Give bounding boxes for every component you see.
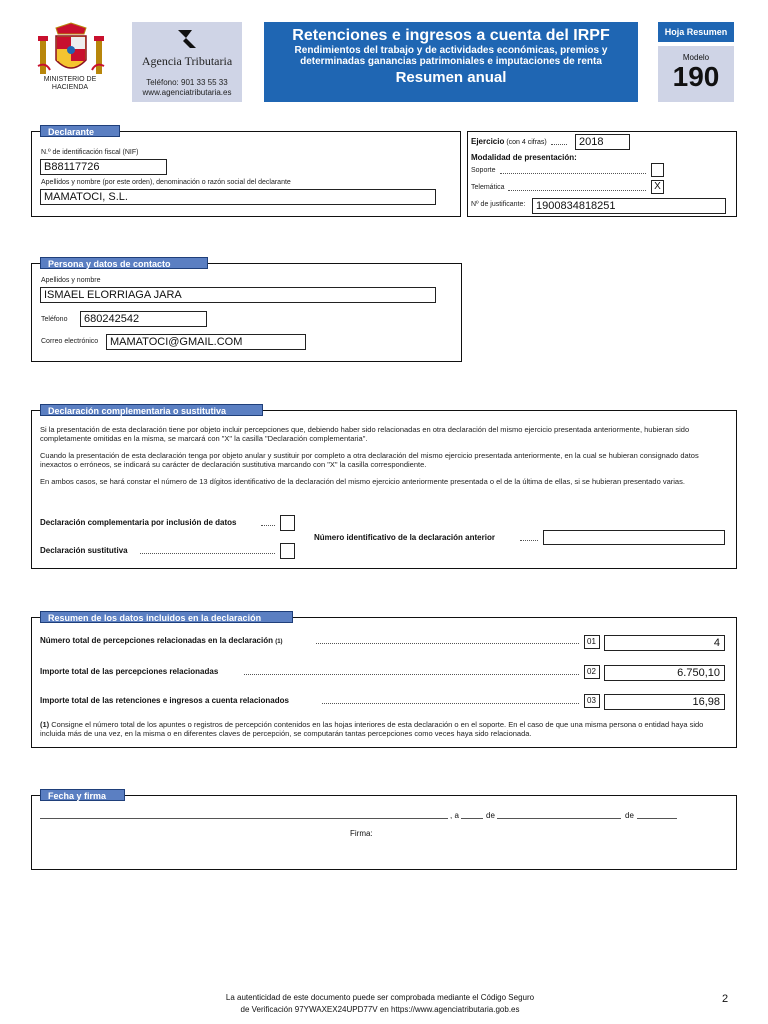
contacto-name-label: Apellidos y nombre	[41, 277, 101, 284]
declarante-name-label: Apellidos y nombre (por este orden), denominación o razón social del declarante	[41, 179, 291, 186]
ministry-label: MINISTERIO DE HACIENDA	[43, 76, 97, 91]
day-line[interactable]	[461, 818, 483, 819]
nif-field[interactable]: B88117726	[40, 159, 167, 175]
telematica-dots	[508, 190, 646, 191]
coat-of-arms-icon	[36, 22, 106, 82]
firma-a: , a	[450, 811, 459, 820]
resumen-row-1-code: 01	[584, 635, 600, 649]
footnote-mark: (1)	[40, 720, 50, 729]
firma-section	[31, 795, 737, 870]
title-banner	[264, 22, 638, 102]
ejercicio-note: (con 4 cifras)	[506, 139, 547, 146]
resumen-row-1-label-wrap	[40, 636, 283, 645]
soporte-label: Soporte	[471, 167, 496, 174]
total-perceptions-field[interactable]: 4	[604, 635, 725, 651]
model-box	[658, 46, 734, 102]
telematica-checkbox[interactable]: X	[651, 180, 664, 194]
resumen-row-3-label: Importe total de las retenciones e ingresos a cuenta relacionados	[40, 696, 289, 705]
year-line[interactable]	[637, 818, 677, 819]
agency-box	[132, 22, 242, 102]
complementaria-paragraph-3: En ambos casos, se hará constar el número de 13 dígitos identificativo de la declaración del mismo ejercicio anteriormente presentada o el de la última de ellas, si se hubieran presentado varias.	[40, 477, 685, 486]
resumen-row-3-code: 03	[584, 694, 600, 708]
resumen-footnote	[40, 720, 725, 738]
complementaria-paragraph-2: Cuando la presentación de esta declaración tenga por objeto anular y sustituir por completo a otra declaración del mismo ejercicio presentada anteriormente, en la cual se hubieran consignado datos inexactos o erróneos, se indicará su carácter de declaración sustitutiva marcando con "X" la casilla correspondiente.	[40, 451, 699, 469]
modalidad-label: Modalidad de presentación:	[471, 153, 577, 162]
contacto-name-field[interactable]: ISMAEL ELORRIAGA JARA	[40, 287, 436, 303]
ejercicio-label: Ejercicio	[471, 137, 505, 146]
sheet-label: Hoja Resumen	[658, 22, 734, 42]
resumen-row-3-dots	[322, 703, 579, 704]
resumen-row-2-label: Importe total de las percepciones relacionadas	[40, 667, 219, 676]
soporte-checkbox[interactable]	[651, 163, 664, 177]
complementaria-checkbox[interactable]	[280, 515, 295, 531]
model-number: 190	[672, 61, 720, 92]
firma-de-1: de	[486, 811, 495, 820]
justificante-label: Nº de justificante:	[471, 201, 526, 208]
resumen-tab: Resumen de los datos incluidos en la declaración	[40, 611, 293, 623]
email-field[interactable]: MAMATOCI@GMAIL.COM	[106, 334, 306, 350]
place-line[interactable]	[40, 818, 448, 819]
comp-label: Declaración complementaria por inclusión de datos	[40, 518, 237, 527]
ejercicio-dots	[551, 144, 567, 145]
prev-declaration-field[interactable]	[543, 530, 725, 545]
sust-label: Declaración sustitutiva	[40, 546, 128, 555]
agency-web: www.agenciatributaria.es	[142, 88, 232, 97]
agency-logo-icon	[174, 28, 200, 50]
firma-tab: Fecha y firma	[40, 789, 125, 801]
total-withholdings-field[interactable]: 16,98	[604, 694, 725, 710]
sust-dots	[140, 553, 275, 554]
agency-phone: Teléfono: 901 33 55 33	[146, 78, 228, 87]
phone-label: Teléfono	[41, 316, 68, 323]
sustitutiva-checkbox[interactable]	[280, 543, 295, 559]
firma-label: Firma:	[350, 829, 373, 838]
footer	[180, 992, 580, 1016]
footnote-text: Consigne el número total de los apuntes o registros de percepción contenidos en las hojas interiores de esta declaración o en el soporte. En el caso de que una misma persona o entidad haya sido incluida más de una vez, en la misma o en diferentes claves de percepción, se computarán tantas percepciones como veces haya sido relacionada.	[40, 720, 704, 738]
footer-line-2: de Verificación 97YWAXEX24UPD77V en https://www.agenciatributaria.gob.es	[240, 1005, 520, 1014]
resumen-row-2-code: 02	[584, 665, 600, 679]
phone-field[interactable]: 680242542	[80, 311, 207, 327]
model-label: Modelo	[682, 53, 710, 62]
complementaria-paragraph-1: Si la presentación de esta declaración tiene por objeto incluir percepciones que, debiendo haber sido relacionadas en otra declaración del mismo ejercicio presentada anteriormente, hubieran sido completamente omitidas en la misma, se marcará con "X" la casilla "Declaración complementaria".	[40, 425, 690, 443]
total-amount-field[interactable]: 6.750,10	[604, 665, 725, 681]
firma-de-2: de	[625, 811, 634, 820]
ejercicio-field[interactable]: 2018	[575, 134, 630, 150]
contacto-tab: Persona y datos de contacto	[40, 257, 208, 269]
month-line[interactable]	[497, 818, 621, 819]
justificante-field[interactable]: 1900834818251	[532, 198, 726, 214]
form-title: Retenciones e ingresos a cuenta del IRPF	[292, 27, 610, 44]
complementaria-tab: Declaración complementaria o sustitutiva	[40, 404, 263, 416]
resumen-row-note: (1)	[275, 639, 283, 645]
form-summary-title: Resumen anual	[395, 69, 507, 86]
nif-label: N.º de identificación fiscal (NIF)	[41, 149, 139, 156]
email-label: Correo electrónico	[41, 338, 99, 345]
declarante-tab: Declarante	[40, 125, 120, 137]
comp-dots	[261, 525, 275, 526]
resumen-row-2-dots	[244, 674, 579, 675]
form-subtitle: Rendimientos del trabajo y de actividades económicas, premios y determinadas ganancias patrimoniales e imputaciones de renta	[294, 45, 608, 67]
prev-label: Número identificativo de la declaración anterior	[314, 533, 495, 542]
resumen-row-1-dots	[316, 643, 579, 644]
agency-name: Agencia Tributaria	[141, 54, 233, 68]
soporte-dots	[500, 173, 646, 174]
telematica-label: Telemática	[471, 184, 505, 191]
resumen-row-label: Número total de percepciones relacionadas en la declaración	[40, 636, 273, 645]
page-number: 2	[722, 993, 729, 1005]
footer-line-1: La autenticidad de este documento puede ser comprobada mediante el Código Seguro	[225, 993, 535, 1002]
declarante-name-field[interactable]: MAMATOCI, S.L.	[40, 189, 436, 205]
prev-dots	[520, 540, 538, 541]
ejercicio-label-wrap	[471, 137, 547, 146]
